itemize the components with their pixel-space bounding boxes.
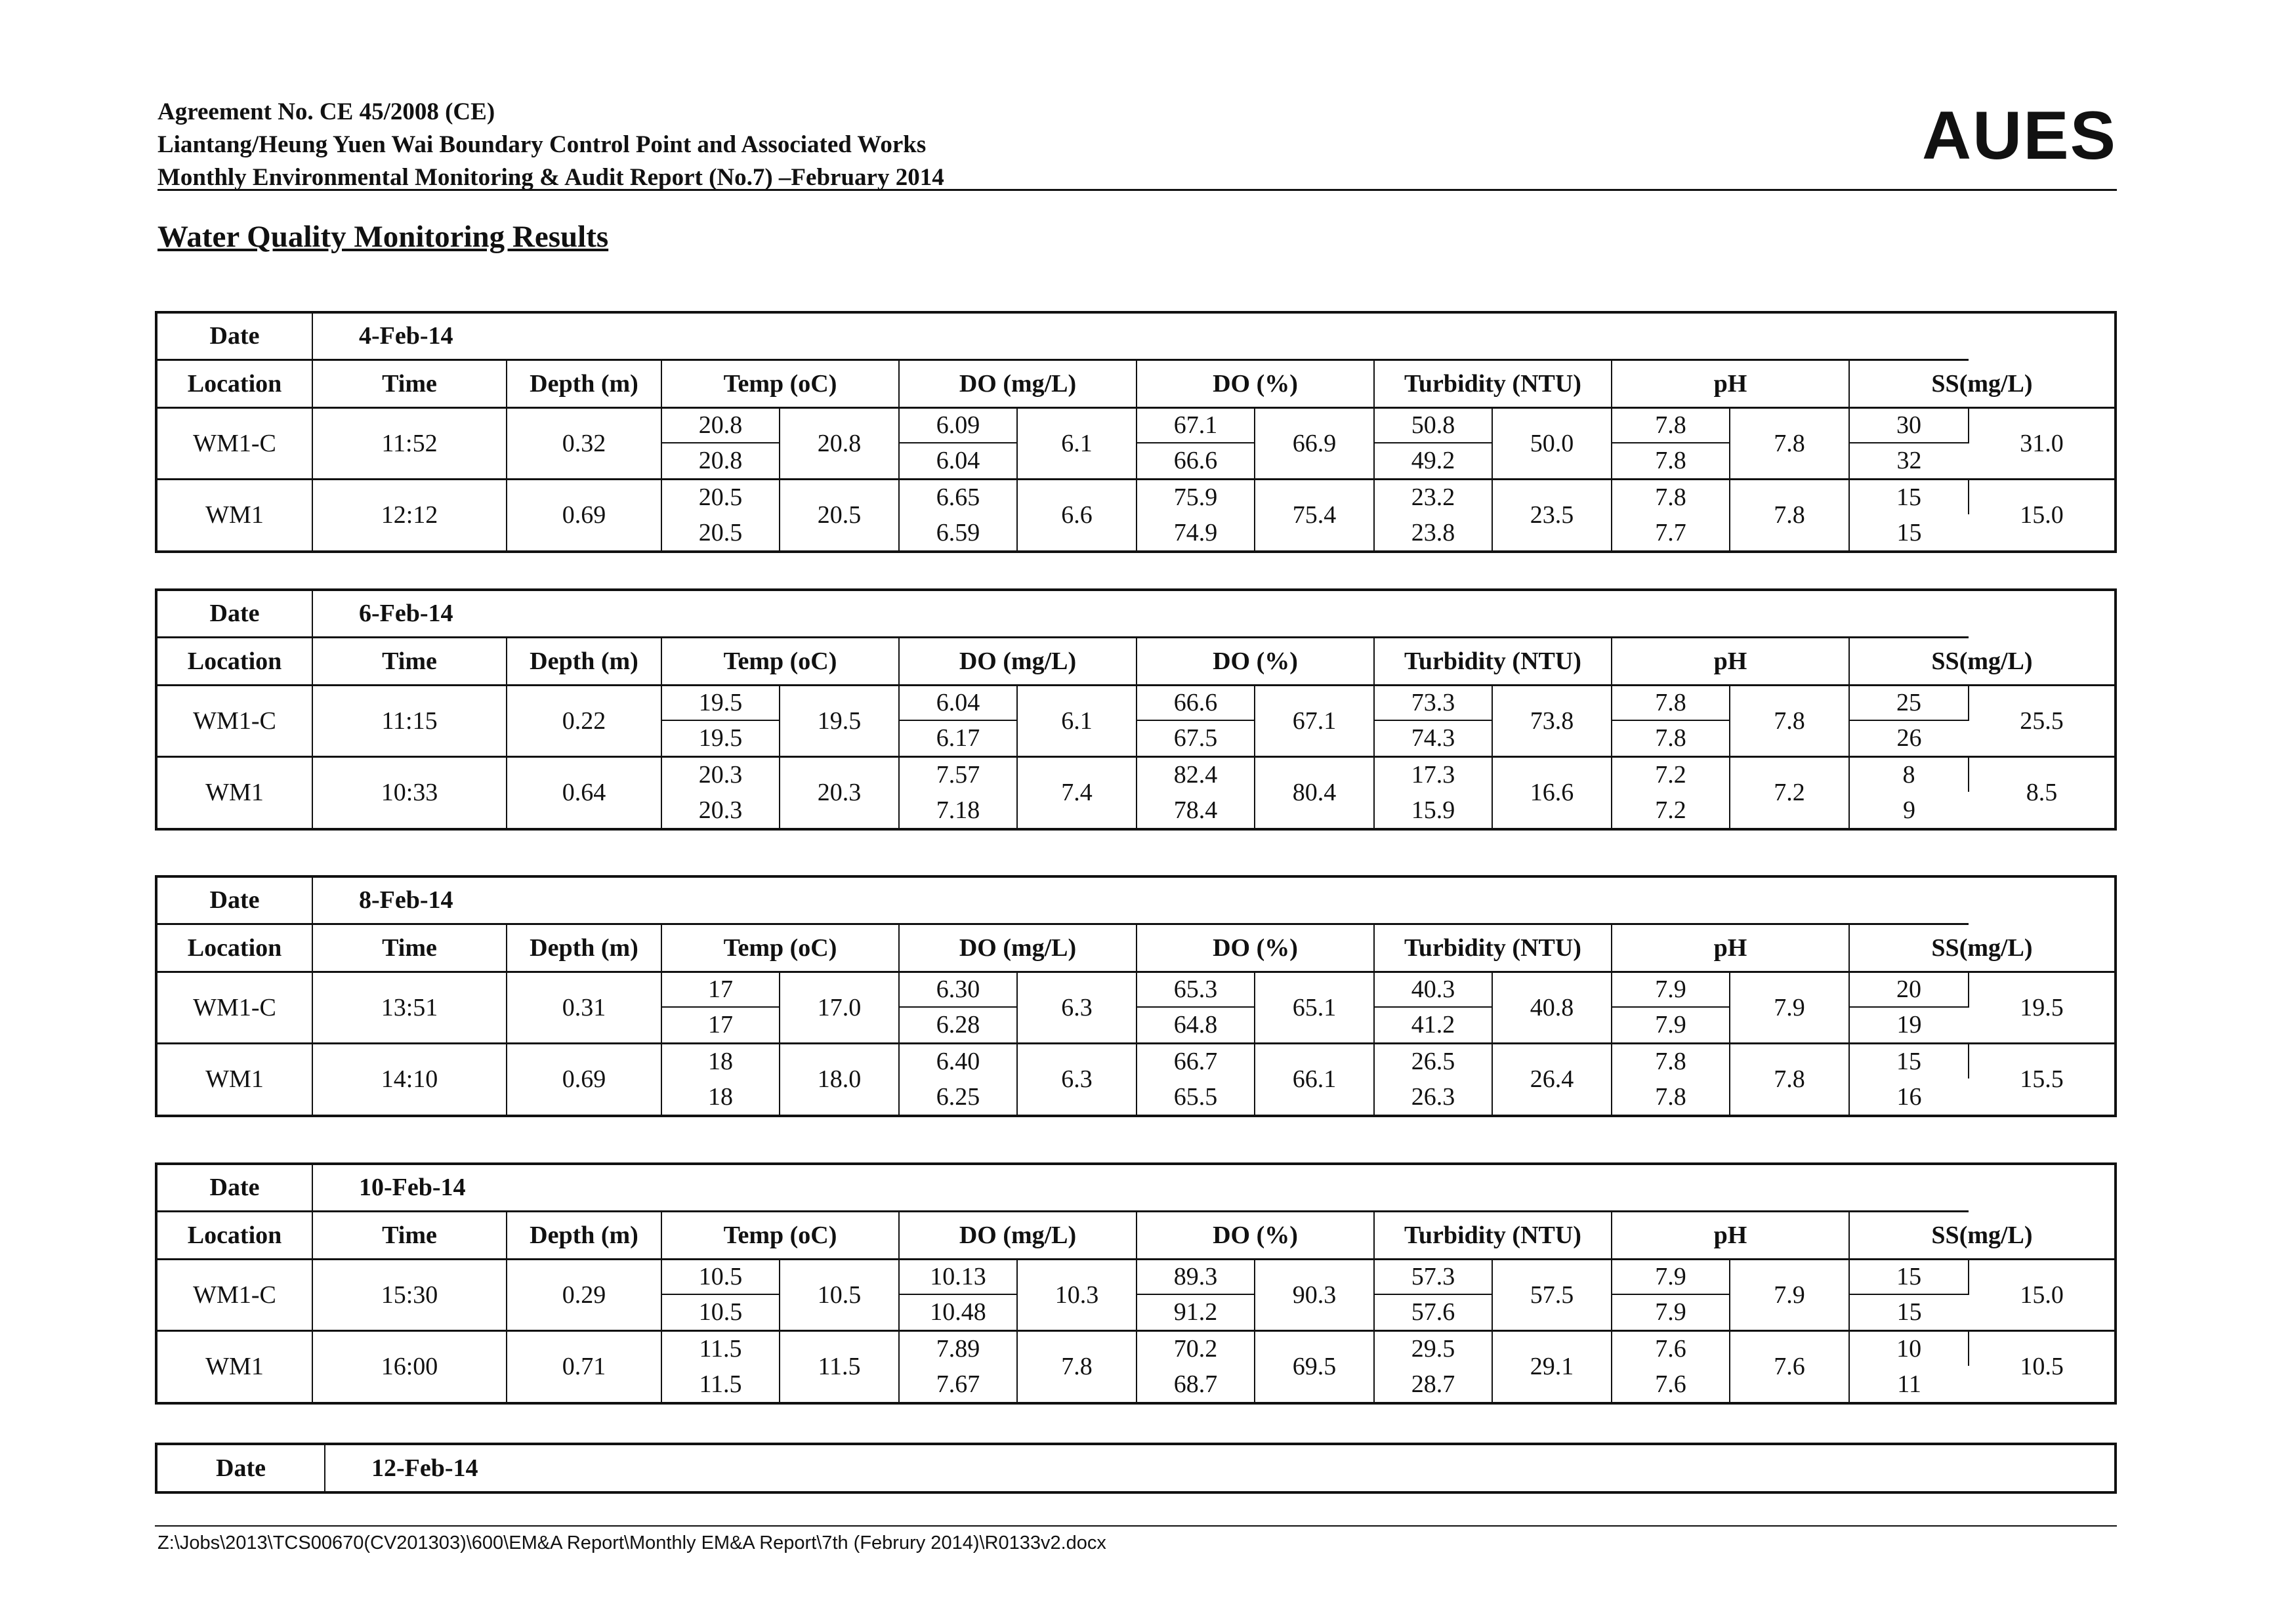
table-row — [157, 1330, 2114, 1366]
time-cell: 15:30 — [312, 1259, 507, 1330]
column-header-ph: pH — [1612, 637, 1849, 685]
do-mgl-reading-1: 10.13 — [899, 1259, 1017, 1294]
temp-average: 17.0 — [780, 972, 899, 1043]
column-header-ph: pH — [1612, 1211, 1849, 1259]
date-value: 12-Feb-14 — [371, 1454, 478, 1482]
do-mgl-reading-1: 6.40 — [899, 1043, 1017, 1079]
do-mgl-average: 10.3 — [1017, 1259, 1137, 1330]
do-pct-average: 69.5 — [1255, 1330, 1374, 1402]
time-cell: 10:33 — [312, 756, 507, 828]
column-header-do-mgl: DO (mg/L) — [899, 360, 1137, 407]
temp-average: 20.5 — [780, 479, 899, 550]
do-mgl-reading-1: 6.09 — [899, 407, 1017, 443]
turb-reading-1: 29.5 — [1374, 1330, 1492, 1366]
temp-reading-1: 20.5 — [661, 479, 780, 514]
temp-average: 10.5 — [780, 1259, 899, 1330]
column-header-temp: Temp (oC) — [661, 637, 899, 685]
ph-average: 7.2 — [1730, 756, 1849, 828]
header-divider — [157, 189, 2117, 191]
ss-reading-1: 10 — [1849, 1330, 1969, 1366]
ss-average: 15.0 — [1969, 1259, 2114, 1330]
do-mgl-reading-1: 6.65 — [899, 479, 1017, 514]
location-cell: WM1 — [157, 1043, 312, 1115]
temp-reading-2: 11.5 — [661, 1366, 780, 1402]
ph-reading-1: 7.8 — [1612, 685, 1730, 720]
ss-reading-1: 8 — [1849, 756, 1969, 792]
agreement-number: Agreement No. CE 45/2008 (CE) — [157, 98, 495, 125]
column-header-do-pct: DO (%) — [1137, 924, 1374, 972]
ss-reading-1: 25 — [1849, 685, 1969, 720]
column-header-temp: Temp (oC) — [661, 924, 899, 972]
turb-reading-2: 26.3 — [1374, 1079, 1492, 1115]
depth-cell: 0.64 — [507, 756, 661, 828]
turb-reading-2: 23.8 — [1374, 514, 1492, 550]
do-pct-reading-2: 66.6 — [1137, 443, 1255, 479]
column-header-turbidity: Turbidity (NTU) — [1374, 1211, 1612, 1259]
date-value: 10-Feb-14 — [312, 1165, 1969, 1211]
turb-average: 26.4 — [1492, 1043, 1612, 1115]
do-pct-average: 65.1 — [1255, 972, 1374, 1043]
ph-reading-2: 7.9 — [1612, 1294, 1730, 1330]
temp-reading-1: 20.8 — [661, 407, 780, 443]
ss-average: 25.5 — [1969, 685, 2114, 756]
turb-reading-2: 28.7 — [1374, 1366, 1492, 1402]
monitoring-table-12-feb-14 — [155, 1443, 2117, 1494]
ss-reading-1: 20 — [1849, 972, 1969, 1007]
turb-reading-2: 41.2 — [1374, 1007, 1492, 1043]
do-pct-average: 80.4 — [1255, 756, 1374, 828]
ph-reading-1: 7.9 — [1612, 972, 1730, 1007]
column-header-depth: Depth (m) — [507, 360, 661, 407]
temp-reading-2: 18 — [661, 1079, 780, 1115]
location-cell: WM1 — [157, 479, 312, 550]
aues-logo: AUES — [1922, 98, 2117, 174]
ss-average: 8.5 — [2026, 779, 2058, 807]
monitoring-table-4-feb-14 — [155, 311, 2117, 553]
ss-reading-2: 19 — [1849, 1007, 1969, 1043]
time-cell: 13:51 — [312, 972, 507, 1043]
report-header — [157, 96, 2117, 194]
turb-reading-2: 15.9 — [1374, 792, 1492, 828]
temp-average: 11.5 — [780, 1330, 899, 1402]
do-mgl-reading-2: 6.28 — [899, 1007, 1017, 1043]
ss-reading-1: 15 — [1849, 479, 1969, 514]
date-label: Date — [157, 878, 312, 924]
column-header-ss: SS(mg/L) — [1849, 924, 2114, 972]
do-mgl-reading-1: 7.89 — [899, 1330, 1017, 1366]
table-row — [157, 756, 2114, 792]
temp-reading-1: 10.5 — [661, 1259, 780, 1294]
column-header-depth: Depth (m) — [507, 924, 661, 972]
turb-average: 29.1 — [1492, 1330, 1612, 1402]
ph-reading-1: 7.9 — [1612, 1259, 1730, 1294]
column-header-do-pct: DO (%) — [1137, 1211, 1374, 1259]
do-pct-reading-2: 65.5 — [1137, 1079, 1255, 1115]
column-header-ph: pH — [1612, 360, 1849, 407]
ss-reading-1: 30 — [1849, 407, 1969, 443]
ph-reading-1: 7.6 — [1612, 1330, 1730, 1366]
column-header-do-mgl: DO (mg/L) — [899, 924, 1137, 972]
do-mgl-average: 7.8 — [1017, 1330, 1137, 1402]
turb-average: 23.5 — [1492, 479, 1612, 550]
date-label: Date — [157, 1165, 312, 1211]
column-header-do-mgl: DO (mg/L) — [899, 1211, 1137, 1259]
turb-reading-2: 49.2 — [1374, 443, 1492, 479]
do-pct-average: 67.1 — [1255, 685, 1374, 756]
ph-average: 7.9 — [1730, 1259, 1849, 1330]
turb-reading-2: 57.6 — [1374, 1294, 1492, 1330]
do-pct-average: 66.1 — [1255, 1043, 1374, 1115]
do-mgl-average: 6.1 — [1017, 407, 1137, 479]
do-pct-reading-1: 82.4 — [1137, 756, 1255, 792]
monitoring-table-8-feb-14 — [155, 875, 2117, 1117]
ph-average: 7.8 — [1730, 479, 1849, 550]
column-header-temp: Temp (oC) — [661, 1211, 899, 1259]
column-header-time: Time — [312, 1211, 507, 1259]
do-mgl-average: 6.3 — [1017, 1043, 1137, 1115]
do-pct-reading-2: 64.8 — [1137, 1007, 1255, 1043]
ph-reading-2: 7.6 — [1612, 1366, 1730, 1402]
do-pct-reading-1: 75.9 — [1137, 479, 1255, 514]
location-cell: WM1 — [157, 756, 312, 828]
ss-reading-2: 9 — [1903, 796, 1916, 824]
column-header-depth: Depth (m) — [507, 637, 661, 685]
do-pct-average: 66.9 — [1255, 407, 1374, 479]
turb-reading-1: 26.5 — [1374, 1043, 1492, 1079]
date-value: 6-Feb-14 — [312, 591, 1969, 637]
depth-cell: 0.69 — [507, 1043, 661, 1115]
turb-average: 73.8 — [1492, 685, 1612, 756]
date-value: 8-Feb-14 — [312, 878, 1969, 924]
location-cell: WM1-C — [157, 407, 312, 479]
turb-reading-1: 50.8 — [1374, 407, 1492, 443]
ss-reading-2: 15 — [1849, 1294, 1969, 1330]
do-pct-average: 75.4 — [1255, 479, 1374, 550]
do-mgl-average: 6.3 — [1017, 972, 1137, 1043]
depth-cell: 0.29 — [507, 1259, 661, 1330]
date-label: Date — [157, 1445, 325, 1491]
turb-reading-1: 23.2 — [1374, 479, 1492, 514]
footer-divider — [155, 1525, 2117, 1527]
ph-reading-2: 7.8 — [1612, 1079, 1730, 1115]
do-pct-reading-1: 66.6 — [1137, 685, 1255, 720]
temp-reading-1: 17 — [661, 972, 780, 1007]
ph-reading-2: 7.2 — [1612, 792, 1730, 828]
turb-reading-1: 57.3 — [1374, 1259, 1492, 1294]
column-header-location: Location — [157, 924, 312, 972]
do-pct-reading-1: 70.2 — [1137, 1330, 1255, 1366]
do-mgl-reading-1: 6.04 — [899, 685, 1017, 720]
turb-average: 40.8 — [1492, 972, 1612, 1043]
ph-reading-2: 7.7 — [1612, 514, 1730, 550]
ph-average: 7.8 — [1730, 407, 1849, 479]
table-row — [157, 972, 2114, 1007]
ss-reading-1: 15 — [1849, 1259, 1969, 1294]
depth-cell: 0.69 — [507, 479, 661, 550]
do-pct-reading-2: 74.9 — [1137, 514, 1255, 550]
do-pct-reading-2: 78.4 — [1137, 792, 1255, 828]
temp-reading-2: 10.5 — [661, 1294, 780, 1330]
temp-reading-1: 19.5 — [661, 685, 780, 720]
ph-reading-1: 7.8 — [1612, 479, 1730, 514]
table-row — [157, 407, 2114, 443]
temp-average: 20.8 — [780, 407, 899, 479]
column-header-ss: SS(mg/L) — [1849, 637, 2114, 685]
column-header-turbidity: Turbidity (NTU) — [1374, 637, 1612, 685]
column-header-ss: SS(mg/L) — [1849, 360, 2114, 407]
temp-average: 19.5 — [780, 685, 899, 756]
temp-reading-2: 17 — [661, 1007, 780, 1043]
ph-reading-1: 7.8 — [1612, 1043, 1730, 1079]
turb-average: 57.5 — [1492, 1259, 1612, 1330]
do-mgl-reading-2: 6.04 — [899, 443, 1017, 479]
column-header-time: Time — [312, 637, 507, 685]
date-label: Date — [157, 591, 312, 637]
column-header-turbidity: Turbidity (NTU) — [1374, 360, 1612, 407]
temp-reading-2: 20.3 — [661, 792, 780, 828]
ss-reading-2: 11 — [1897, 1370, 1921, 1398]
ph-average: 7.9 — [1730, 972, 1849, 1043]
monitoring-table-10-feb-14 — [155, 1162, 2117, 1405]
ss-average: 31.0 — [1969, 407, 2114, 479]
ss-reading-2: 15 — [1896, 518, 1922, 546]
footer-file-path: Z:\Jobs\2013\TCS00670(CV201303)\600\EM&A Report\Monthly EM&A Report\7th (Februry 2014)\R0133v2.docx — [157, 1532, 1106, 1553]
ph-reading-1: 7.2 — [1612, 756, 1730, 792]
do-mgl-reading-2: 6.25 — [899, 1079, 1017, 1115]
column-header-depth: Depth (m) — [507, 1211, 661, 1259]
column-header-turbidity: Turbidity (NTU) — [1374, 924, 1612, 972]
do-pct-reading-1: 89.3 — [1137, 1259, 1255, 1294]
report-name: Monthly Environmental Monitoring & Audit Report (No.7) –February 2014 — [157, 164, 944, 191]
turb-reading-1: 73.3 — [1374, 685, 1492, 720]
temp-reading-2: 20.8 — [661, 443, 780, 479]
time-cell: 11:15 — [312, 685, 507, 756]
column-header-do-mgl: DO (mg/L) — [899, 637, 1137, 685]
temp-average: 18.0 — [780, 1043, 899, 1115]
do-mgl-average: 6.1 — [1017, 685, 1137, 756]
do-mgl-reading-2: 6.59 — [899, 514, 1017, 550]
location-cell: WM1 — [157, 1330, 312, 1402]
do-mgl-reading-2: 10.48 — [899, 1294, 1017, 1330]
date-label: Date — [157, 314, 312, 360]
temp-reading-2: 19.5 — [661, 720, 780, 756]
location-cell: WM1-C — [157, 685, 312, 756]
depth-cell: 0.71 — [507, 1330, 661, 1402]
project-name: Liantang/Heung Yuen Wai Boundary Control Point and Associated Works — [157, 131, 927, 158]
ss-average: 10.5 — [2020, 1353, 2064, 1381]
ph-average: 7.8 — [1730, 685, 1849, 756]
ss-reading-1: 15 — [1849, 1043, 1969, 1079]
do-mgl-reading-1: 6.30 — [899, 972, 1017, 1007]
column-header-do-pct: DO (%) — [1137, 360, 1374, 407]
do-pct-reading-1: 65.3 — [1137, 972, 1255, 1007]
ss-reading-2: 32 — [1849, 443, 1969, 479]
date-value: 4-Feb-14 — [312, 314, 1969, 360]
ph-average: 7.6 — [1730, 1330, 1849, 1402]
ph-reading-2: 7.9 — [1612, 1007, 1730, 1043]
do-pct-reading-1: 66.7 — [1137, 1043, 1255, 1079]
column-header-location: Location — [157, 637, 312, 685]
ss-reading-2: 26 — [1849, 720, 1969, 756]
do-pct-average: 90.3 — [1255, 1259, 1374, 1330]
ss-reading-2: 16 — [1896, 1082, 1922, 1111]
ph-reading-2: 7.8 — [1612, 720, 1730, 756]
do-pct-reading-2: 68.7 — [1137, 1366, 1255, 1402]
turb-average: 50.0 — [1492, 407, 1612, 479]
depth-cell: 0.31 — [507, 972, 661, 1043]
location-cell: WM1-C — [157, 972, 312, 1043]
do-mgl-average: 6.6 — [1017, 479, 1137, 550]
do-pct-reading-1: 67.1 — [1137, 407, 1255, 443]
table-row — [157, 479, 2114, 514]
table-row — [157, 1259, 2114, 1294]
ss-average: 15.0 — [2020, 501, 2064, 529]
temp-reading-1: 20.3 — [661, 756, 780, 792]
turb-average: 16.6 — [1492, 756, 1612, 828]
do-pct-reading-2: 67.5 — [1137, 720, 1255, 756]
column-header-do-pct: DO (%) — [1137, 637, 1374, 685]
time-cell: 16:00 — [312, 1330, 507, 1402]
time-cell: 14:10 — [312, 1043, 507, 1115]
temp-reading-1: 11.5 — [661, 1330, 780, 1366]
column-header-ss: SS(mg/L) — [1849, 1211, 2114, 1259]
do-mgl-reading-2: 6.17 — [899, 720, 1017, 756]
column-header-time: Time — [312, 924, 507, 972]
column-header-location: Location — [157, 1211, 312, 1259]
column-header-time: Time — [312, 360, 507, 407]
depth-cell: 0.22 — [507, 685, 661, 756]
temp-reading-2: 20.5 — [661, 514, 780, 550]
ph-reading-2: 7.8 — [1612, 443, 1730, 479]
turb-reading-1: 40.3 — [1374, 972, 1492, 1007]
ss-average: 15.5 — [2020, 1065, 2064, 1094]
table-row — [157, 685, 2114, 720]
time-cell: 11:52 — [312, 407, 507, 479]
temp-average: 20.3 — [780, 756, 899, 828]
monitoring-table-6-feb-14 — [155, 588, 2117, 831]
ph-average: 7.8 — [1730, 1043, 1849, 1115]
do-mgl-reading-1: 7.57 — [899, 756, 1017, 792]
ss-average: 19.5 — [1969, 972, 2114, 1043]
turb-reading-2: 74.3 — [1374, 720, 1492, 756]
ph-reading-1: 7.8 — [1612, 407, 1730, 443]
section-title: Water Quality Monitoring Results — [157, 220, 609, 254]
time-cell: 12:12 — [312, 479, 507, 550]
turb-reading-1: 17.3 — [1374, 756, 1492, 792]
do-mgl-reading-2: 7.18 — [899, 792, 1017, 828]
column-header-location: Location — [157, 360, 312, 407]
do-pct-reading-2: 91.2 — [1137, 1294, 1255, 1330]
depth-cell: 0.32 — [507, 407, 661, 479]
do-mgl-average: 7.4 — [1017, 756, 1137, 828]
temp-reading-1: 18 — [661, 1043, 780, 1079]
do-mgl-reading-2: 7.67 — [899, 1366, 1017, 1402]
table-row — [157, 1043, 2114, 1079]
location-cell: WM1-C — [157, 1259, 312, 1330]
column-header-ph: pH — [1612, 924, 1849, 972]
column-header-temp: Temp (oC) — [661, 360, 899, 407]
